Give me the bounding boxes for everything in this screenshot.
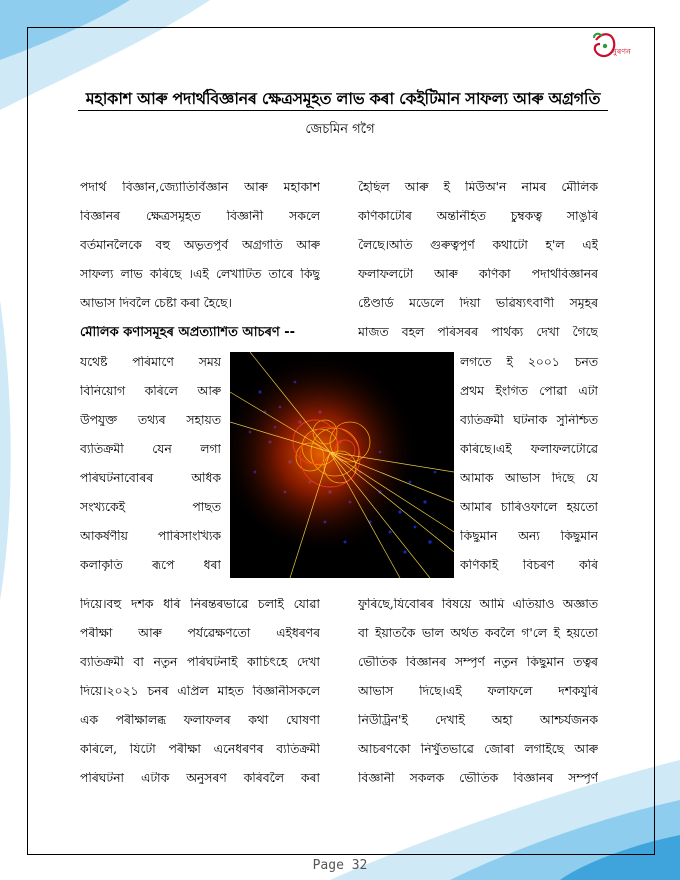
- text-line: বা ইয়াতকৈ ভাল অৰ্থত কবলৈ গ'লে ই হয়তো: [358, 627, 598, 640]
- text-line: সাফল্য লাভ কৰিছে ।এই লেখাটিত তাৰে কিছু: [80, 268, 320, 281]
- text-line: বিজ্ঞানৰ ক্ষেত্ৰসমূহত বিজ্ঞানী সকলে: [80, 210, 320, 223]
- article-author: জেচমিন গগৈ: [305, 122, 375, 137]
- text-line: দিয়ে।২০২১ চনৰ এপ্ৰিল মাহত বিজ্ঞানীসকলে: [80, 685, 320, 698]
- title-underline: [78, 110, 608, 111]
- text-line: বৰ্তমানলৈকে বহু অভূতপূৰ্ব অগ্ৰগতি আৰু: [80, 239, 320, 252]
- text-line: ভৌতিক বিজ্ঞানৰ সম্পূৰ্ণ নতুন কিছুমান তত্বৰ: [358, 656, 598, 669]
- text-line: কণিকাই বিচৰণ কৰি: [460, 559, 598, 572]
- text-line: ব্যতিক্ৰমী বা নতুন পৰিঘটনাই কাচিৎহে দেখা: [80, 656, 320, 669]
- text-line: প্ৰথম ইংগিত পোৱা এটা: [460, 385, 598, 398]
- text-line: লগতে ই ২০০১ চনত: [460, 356, 598, 369]
- text-line: কৰিলে, যিটো পৰীক্ষা এনেধৰণৰ ব্যতিক্ৰমী: [80, 743, 320, 756]
- text-line: আচৰণকো নিখুঁতভাৱে জোৰা লগাইছে আৰু: [358, 743, 598, 756]
- article-title: মহাকাশ আৰু পদাৰ্থবিজ্ঞানৰ ক্ষেত্ৰসমূহত লাভ কৰা কেইটিমান সাফল্য আৰু অগ্ৰগতি: [85, 89, 601, 108]
- particle-collision-image: [230, 352, 454, 578]
- text-line: ষ্টেণ্ডাৰ্ড মডেলে দিয়া ভৱিষ্যৎবাণী সমূহৰ: [358, 297, 598, 310]
- text-line: হৈছিল আৰু ই মিউঅ'ন নামৰ মৌলিক: [358, 181, 598, 194]
- text-line: আভাস দিছে।এই ফলাফলে দশকযুৰি: [358, 685, 598, 698]
- text-line: লৈছে।অতি গুৰুত্বপূৰ্ণ কথাটো হ'ল এই: [358, 239, 598, 252]
- text-line: পৰীক্ষা আৰু পৰ্যৱেক্ষণতো এইধৰণৰ: [80, 627, 320, 640]
- text-line: দিয়ে।বহু দশক ধৰি নিৰন্তৰভাৱে চলাই যোৱা: [80, 598, 320, 611]
- logo-wordmark: নুৰণন: [612, 47, 631, 56]
- page-number: Page 32: [312, 858, 368, 873]
- text-line: আমাক আভাস দিছে যে: [460, 472, 598, 485]
- text-line: ফলাফলটো আৰু কণিকা পদাৰ্থবিজ্ঞানৰ: [358, 268, 598, 281]
- text-line: উপযুক্ত তথ্যৰ সহায়ত: [80, 414, 221, 427]
- text-line: কিছুমান অন্য কিছুমান: [460, 530, 598, 543]
- text-line: নিউট্ৰিন'ই দেখাই অহা আশ্চৰ্যজনক: [358, 714, 598, 727]
- text-line: ব্যতিক্ৰমী ঘটনাক সুনিশ্চিত: [460, 414, 598, 427]
- text-line: মাজত বহল পৰিসৰৰ পাৰ্থক্য দেখা গৈছে: [358, 326, 598, 339]
- text-line: পৰিঘটনা এটাক অনুসৰণ কৰিবলৈ কৰা: [80, 772, 320, 785]
- text-line: ফুৰিছে,যিবোৰৰ বিষয়ে আমি এতিয়াও অজ্ঞাত: [358, 598, 598, 611]
- text-line: আকৰ্ষণীয় পাৰিসাংখ্যিক: [80, 530, 221, 543]
- text-line: ব্যতিক্ৰমী যেন লগা: [80, 443, 221, 456]
- text-line: পদাৰ্থ বিজ্ঞান,জ্যোতিৰ্বিজ্ঞান আৰু মহাকাশ: [80, 181, 320, 194]
- text-line: এক পৰীক্ষালব্ধ ফলাফলৰ কথা ঘোষণা: [80, 714, 320, 727]
- text-line: আমাৰ চাৰিওফালে হয়তো: [460, 501, 598, 514]
- text-line: যথেষ্ট পৰিমাণে সময়: [80, 356, 221, 369]
- text-line: বিজ্ঞানী সকলক ভৌতিক বিজ্ঞানৰ সম্পূৰ্ণ: [358, 772, 598, 785]
- text-line: কৰিছে।এই ফলাফলটোৱে: [460, 443, 598, 456]
- text-line: কণিকাটোৰ অন্তৰ্নিহিত চুম্বকত্ব সাঙুৰি: [358, 210, 598, 223]
- text-line: সংখ্যকেই পাছত: [80, 501, 221, 514]
- text-line: কলাকৃতি ৰূপে ধৰা: [80, 559, 221, 572]
- section-heading: মৌলিক কণাসমূহৰ অপ্ৰত্যাশিত আচৰণ --: [80, 326, 296, 339]
- text-line: বিনিয়োগ কৰিলে আৰু: [80, 385, 221, 398]
- text-line: আভাস দিবলৈ চেষ্টা কৰা হৈছে।: [80, 297, 232, 310]
- text-line: পৰিঘটনাবোৰৰ অধিক: [80, 472, 221, 485]
